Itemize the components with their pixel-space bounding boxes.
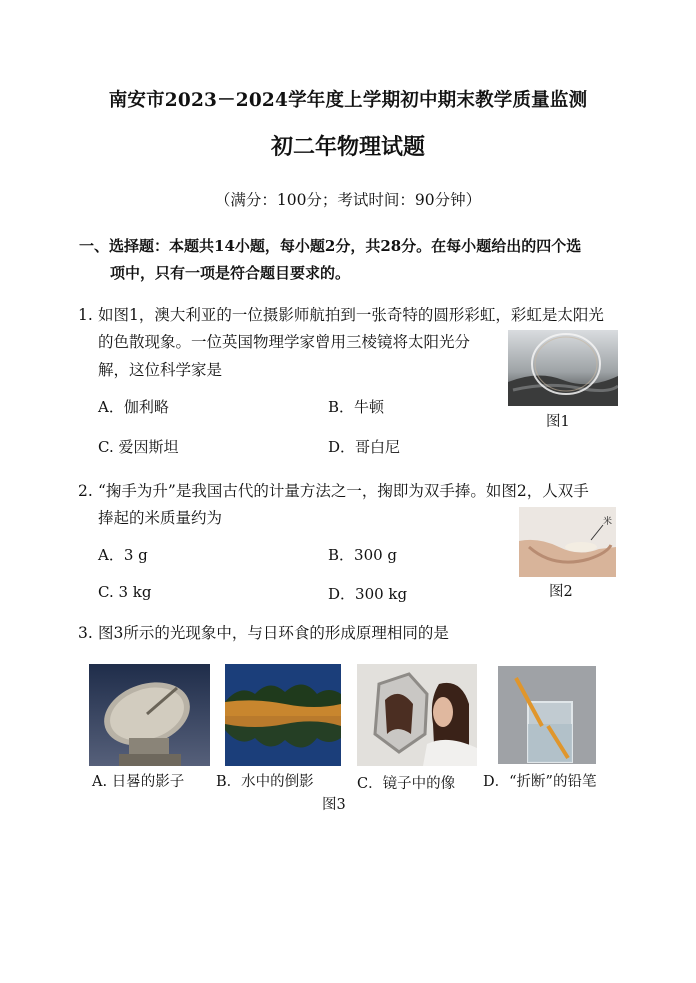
figure-3a-sundial-image [89,664,210,766]
q2-line1: “掬手为升”是我国古代的计量方法之一，掬即为双手捧。如图2，人双手 [98,482,589,500]
figure-3c-caption: C．镜子中的像 [357,776,456,792]
q1-option-b: B．牛顿 [328,398,385,416]
figure-3b-reflection-image [225,664,341,766]
figure-2-caption: 图2 [549,584,573,600]
section-heading-line2: 项中，只有一项是符合题目要求的。 [110,264,351,282]
figure-3-caption: 图3 [322,797,346,813]
section-heading-line1: 一、选择题：本题共14小题，每小题2分，共28分。在每小题给出的四个选 [79,237,582,255]
exam-title: 南安市2023－2024学年度上学期初中期末教学质量监测 [108,90,588,111]
q1-line2: 的色散现象。一位英国物理学家曾用三棱镜将太阳光分 [98,333,471,351]
q1-option-d: D．哥白尼 [328,438,401,456]
q1-option-a: A．伽利略 [98,398,169,416]
q2-option-b: B．300 g [328,546,398,564]
q3-line1: 图3所示的光现象中，与日环食的形成原理相同的是 [98,624,449,642]
q2-option-d: D．300 kg [328,585,408,603]
q1-line1: 如图1，澳大利亚的一位摄影师航拍到一张奇特的圆形彩虹，彩虹是太阳光 [98,306,604,324]
q1-option-c: C. 爱因斯坦 [98,438,179,456]
figure-1-caption: 图1 [546,414,570,430]
exam-meta: （满分：100分；考试时间：90分钟） [214,191,482,209]
figure-3d-caption: D．“折断”的铅笔 [483,774,597,790]
q2-line2: 捧起的米质量约为 [98,509,223,527]
q2-option-a: A．3 g [98,546,148,564]
figure-3b-caption: B．水中的倒影 [216,774,314,790]
q2-option-c: C. 3 kg [98,583,152,601]
q1-number: 1. [78,306,93,324]
q3-number: 3. [78,624,93,642]
figure-2-hands-image [519,507,616,577]
q2-number: 2. [78,482,93,500]
figure-3d-pencil-image [498,666,596,764]
figure-3c-mirror-image [357,664,477,766]
q1-line3: 解，这位科学家是 [98,361,223,379]
figure-2-rice-label: 米 [603,517,613,527]
figure-3a-caption: A. 日晷的影子 [92,774,185,790]
exam-subtitle: 初二年物理试题 [270,134,425,160]
figure-1-rainbow-image [508,330,618,406]
